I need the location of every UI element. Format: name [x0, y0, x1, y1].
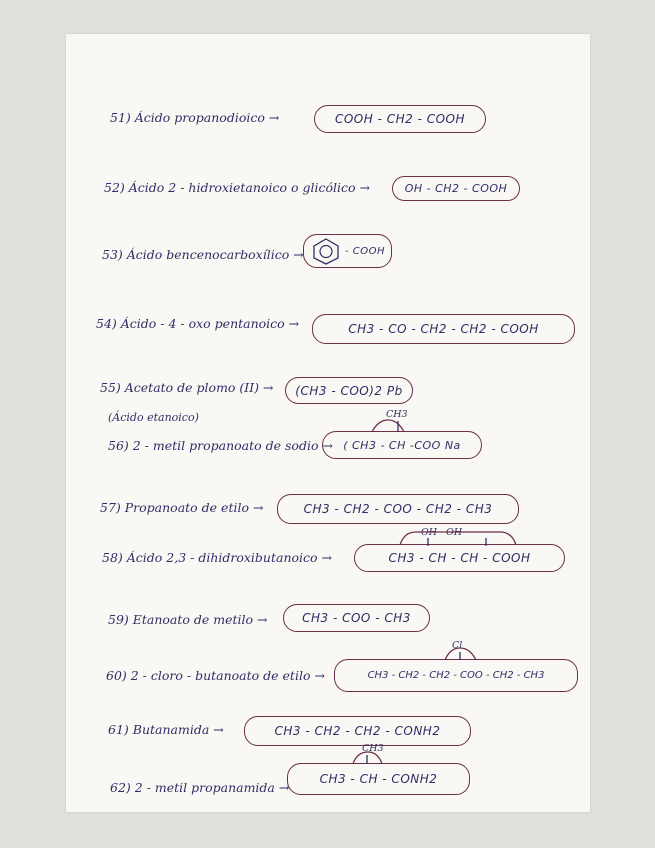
item-54-label: 54) Ácido - 4 - oxo pentanoico → [96, 316, 300, 331]
item-59-formula: CH3 - COO - CH3 [283, 604, 430, 632]
item-60-label: 60) 2 - cloro - butanoato de etilo → [106, 668, 325, 683]
item-52-formula: OH - CH2 - COOH [392, 176, 520, 201]
item-51-formula: COOH - CH2 - COOH [314, 105, 486, 133]
item-53-label: 53) Ácido bencenocarboxílico → [102, 247, 304, 262]
item-56-substituent: CH3 [386, 409, 408, 420]
item-62-label: 62) 2 - metil propanamida → [110, 780, 290, 795]
item-58-substituent: OH OH [421, 527, 463, 538]
item-62-formula: CH3 - CH - CONH2 [287, 763, 470, 795]
item-54-formula: CH3 - CO - CH2 - CH2 - COOH [312, 314, 575, 344]
item-59-label: 59) Etanoato de metilo → [108, 612, 268, 627]
item-56-formula: ( CH3 - CH -COO Na [322, 431, 482, 459]
benzene-ring-icon [310, 237, 342, 265]
item-56-label: 56) 2 - metil propanoato de sodio → [108, 438, 333, 453]
item-61-formula: CH3 - CH2 - CH2 - CONH2 [244, 716, 471, 746]
item-57-formula: CH3 - CH2 - COO - CH2 - CH3 [277, 494, 519, 524]
item-55-label: 55) Acetato de plomo (II) → [100, 380, 274, 395]
item-62-substituent: CH3 [362, 743, 384, 754]
item-51-label: 51) Ácido propanodioico → [110, 110, 280, 125]
item-55-note: (Ácido etanoico) [108, 411, 199, 424]
item-60-formula: CH3 - CH2 - CH2 - COO - CH2 - CH3 [334, 659, 578, 692]
item-57-label: 57) Propanoato de etilo → [100, 500, 264, 515]
item-60-substituent: Cl [452, 640, 463, 651]
item-61-label: 61) Butanamida → [108, 722, 224, 737]
item-52-label: 52) Ácido 2 - hidroxietanoico o glicólico → [104, 180, 370, 195]
item-58-formula: CH3 - CH - CH - COOH [354, 544, 565, 572]
item-53-formula-text: - COOH [344, 245, 385, 257]
item-53-formula [303, 234, 392, 268]
item-55-formula: (CH3 - COO)2 Pb [285, 377, 413, 404]
item-58-label: 58) Ácido 2,3 - dihidroxibutanoico → [102, 550, 333, 565]
